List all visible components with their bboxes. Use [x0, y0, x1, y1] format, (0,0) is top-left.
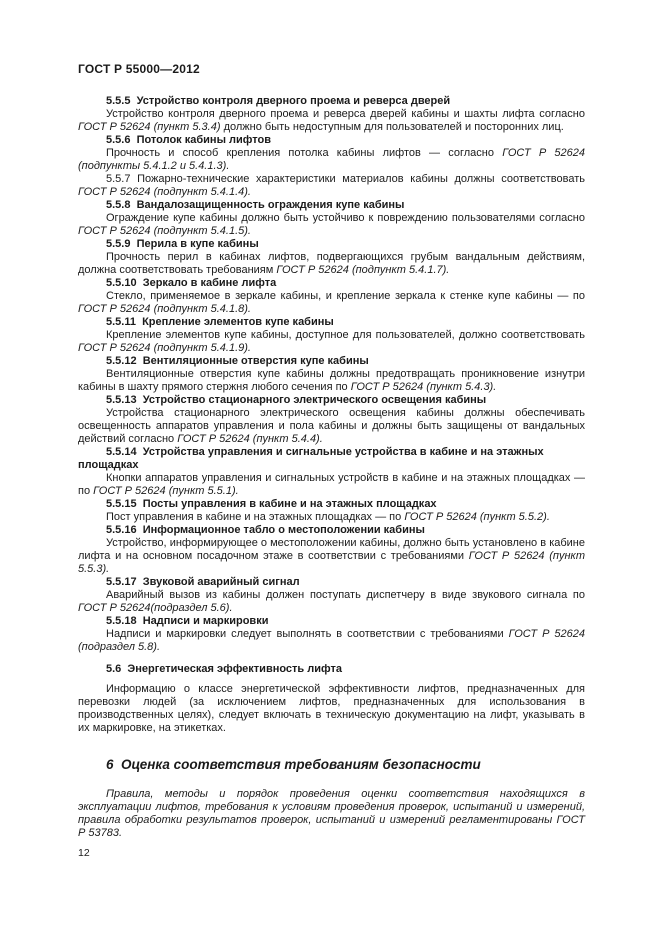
paragraph	[78, 368, 585, 394]
text-run: Ограждение купе кабины должно быть устойчиво к повреждению пользователями согласно	[106, 212, 585, 224]
text-run: Крепление элементов купе кабины, доступное для пользователей, должно соответствовать	[106, 329, 585, 341]
text-run: Кнопки аппаратов управления и сигнальных устройств в кабине и на этажных площадках — по	[78, 472, 585, 497]
section-heading	[78, 134, 585, 147]
document-header: ГОСТ Р 55000—2012	[78, 62, 200, 76]
text-run: 5.5.6 Потолок кабины лифтов	[106, 134, 271, 146]
text-run: Правила, методы и порядок проведения оценки соответствия находящихся в эксплуатации лифтов, требования к условиям проведения проверок, испытаний и измерений, правила обработки результатов проверок, испытаний и измерений регламентированы ГОСТ Р 53783.	[78, 788, 585, 839]
gost-reference: ГОСТ Р 52624 (пункт 5.5.3).	[78, 550, 585, 575]
section-heading	[78, 576, 585, 589]
section-heading	[78, 498, 585, 511]
gost-reference: ГОСТ Р 52624 (пункт 5.3.4)	[78, 121, 221, 133]
gost-reference: ГОСТ Р 52624 (пункт 5.5.1).	[93, 485, 239, 497]
section-heading	[78, 524, 585, 537]
text-run: Аварийный вызов из кабины должен поступать диспетчеру в виде звукового сигнала по	[106, 589, 585, 601]
gost-reference: ГОСТ Р 52624 (подпункт 5.4.1.5).	[78, 225, 251, 237]
section-heading	[78, 756, 585, 773]
section-heading	[78, 316, 585, 329]
gost-reference: ГОСТ Р 52624 (пункт 5.4.3).	[350, 381, 497, 393]
text-run: Стекло, применяемое в зеркале кабины, и крепление зеркала к стенке купе кабины — по	[106, 290, 585, 302]
page-number: 12	[78, 847, 90, 859]
paragraph	[78, 173, 585, 199]
section-heading	[78, 615, 585, 628]
section-heading	[78, 446, 585, 472]
paragraph	[78, 683, 585, 735]
paragraph	[78, 329, 585, 355]
text-run: Устройства стационарного электрического освещения кабины должны обеспечивать освещенность аппаратов управления и пола кабины и должны быть защищены от вандальных действий согласно	[78, 407, 585, 445]
text-run: 5.6 Энергетическая эффективность лифта	[106, 663, 342, 675]
text-run: 5.5.9 Перила в купе кабины	[106, 238, 259, 250]
text-run: Прочность перил в кабинах лифтов, подвергающихся грубым вандальным действиям, должна соответствовать требованиям	[78, 251, 585, 276]
paragraph	[78, 589, 585, 615]
gost-reference: ГОСТ Р 52624 (подраздел 5.8).	[78, 628, 585, 653]
paragraph	[78, 511, 585, 524]
paragraph	[78, 290, 585, 316]
text-run: Надписи и маркировки следует выполнять в соответствии с требованиями	[106, 628, 509, 640]
text-run: 5.5.8 Вандалозащищенность ограждения купе кабины	[106, 199, 405, 211]
text-run: 5.5.17 Звуковой аварийный сигнал	[106, 576, 300, 588]
gost-reference: ГОСТ Р 52624 (подпункт 5.4.1.9).	[78, 342, 251, 354]
section-heading	[78, 355, 585, 368]
paragraph	[78, 108, 585, 134]
document-body	[78, 95, 585, 840]
gost-reference: ГОСТ Р 52624 (подпункты 5.4.1.2 и 5.4.1.3).	[78, 147, 586, 172]
text-run: 5.5.15 Посты управления в кабине и на этажных площадках	[106, 498, 437, 510]
section-heading	[78, 238, 585, 251]
text-run: Прочность и способ крепления потолка кабины лифтов — согласно	[106, 147, 503, 159]
paragraph	[78, 212, 585, 238]
text-run: 5.5.11 Крепление элементов купе кабины	[106, 316, 334, 328]
text-run: Информацию о классе энергетической эффективности лифтов, предназначенных для перевозки людей (за исключением лифтов, предназначенных для использования в производственных целях), следует включать в техническую документацию на лифт, указывать в их маркировке, на этикетках.	[78, 683, 585, 734]
text-run: 5.5.5 Устройство контроля дверного проема и реверса дверей	[106, 95, 451, 107]
paragraph	[78, 472, 585, 498]
text-run: 5.5.16 Информационное табло о местоположении кабины	[106, 524, 425, 536]
gost-reference: ГОСТ Р 52624(подраздел 5.6).	[78, 602, 233, 614]
gost-reference: ГОСТ Р 52624 (подпункт 5.4.1.4).	[78, 186, 251, 198]
paragraph	[78, 407, 585, 446]
paragraph	[78, 628, 585, 654]
section-heading	[78, 95, 585, 108]
paragraph	[78, 147, 585, 173]
text-run: 5.5.14 Устройства управления и сигнальные устройства в кабине и на этажных площадках	[78, 446, 544, 471]
text-run: Устройство контроля дверного проема и реверса дверей кабины и шахты лифта согласно	[106, 108, 585, 120]
text-run: 5.5.18 Надписи и маркировки	[106, 615, 269, 627]
paragraph	[78, 251, 585, 277]
text-run: Пост управления в кабине и на этажных площадках — по	[106, 511, 405, 523]
section-heading	[78, 277, 585, 290]
text-run: 6 Оценка соответствия требованиям безопасности	[106, 757, 481, 772]
text-run: Вентиляционные отверстия купе кабины должны предотвращать проникновение изнутри кабины в шахту прямого стержня любого сечения по	[78, 368, 585, 393]
section-heading	[78, 199, 585, 212]
gost-reference: ГОСТ Р 52624 (подпункт 5.4.1.7).	[276, 264, 450, 276]
section-heading	[78, 663, 585, 676]
text-run: 5.5.10 Зеркало в кабине лифта	[106, 277, 277, 289]
paragraph	[78, 788, 585, 840]
text-run: Устройство, информирующее о местоположении кабины, должно быть установлено в кабине лифта и на основном посадочном этаже в соответствии с требованиями	[78, 537, 585, 562]
paragraph	[78, 537, 585, 576]
gost-reference: ГОСТ Р 52624 (пункт 5.5.2).	[404, 511, 550, 523]
text-run: 5.5.7 Пожарно-технические характеристики материалов кабины должны соответствовать	[106, 173, 585, 185]
gost-reference: ГОСТ Р 52624 (подпункт 5.4.1.8).	[78, 303, 251, 315]
section-heading	[78, 394, 585, 407]
document-content	[78, 62, 585, 840]
text-run: должно быть недоступным для пользователей и посторонних лиц.	[220, 121, 564, 133]
text-run: 5.5.12 Вентиляционные отверстия купе кабины	[106, 355, 369, 367]
text-run: 5.5.13 Устройство стационарного электрического освещения кабины	[106, 394, 487, 406]
gost-reference: ГОСТ Р 52624 (пункт 5.4.4).	[177, 433, 323, 445]
